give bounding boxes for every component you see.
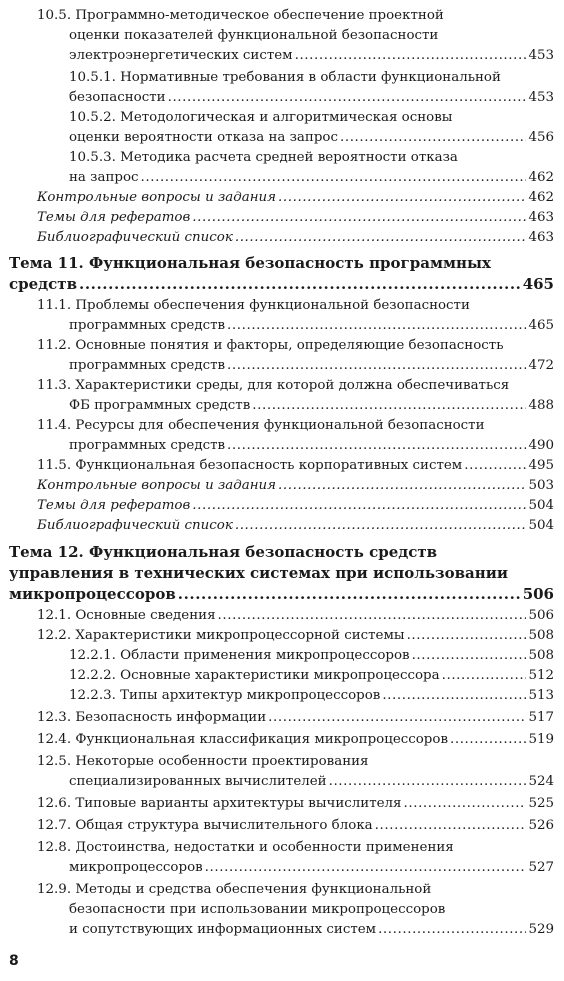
leader-dots	[227, 316, 526, 335]
toc-entry-page: 513	[528, 688, 554, 703]
toc-entry[interactable]	[37, 606, 554, 625]
toc-entry[interactable]	[37, 188, 554, 207]
leader-dots	[464, 456, 526, 475]
toc-entry-title: 12.2.1. Области применения микропроцессоров	[69, 648, 410, 663]
chapter-title: Тема 12. Функциональная безопасность средств	[9, 543, 438, 561]
toc-entry-title: 12.6. Типовые варианты архитектуры вычислителя	[37, 796, 402, 811]
toc-entry-page: 519	[528, 732, 554, 747]
toc-entry[interactable]	[9, 275, 554, 294]
toc-entry-page: 517	[528, 710, 554, 725]
leader-dots	[218, 606, 527, 625]
toc-entry-title: Библиографический список	[37, 518, 233, 533]
toc-line: 11.3. Характеристики среды, для которой должна обеспечиваться	[37, 378, 510, 393]
toc-entry[interactable]	[37, 816, 554, 835]
toc-entry[interactable]	[37, 228, 554, 247]
leader-dots	[329, 772, 527, 791]
toc-entry[interactable]	[69, 128, 554, 147]
leader-dots	[168, 88, 527, 107]
toc-entry-page: 508	[528, 628, 554, 643]
toc-entry[interactable]	[69, 858, 554, 877]
chapter-title: Тема 11. Функциональная безопасность программных	[9, 254, 491, 272]
toc-entry[interactable]	[69, 168, 554, 187]
leader-dots	[378, 920, 526, 939]
toc-entry[interactable]	[69, 396, 554, 415]
toc-entry[interactable]	[37, 730, 554, 749]
leader-dots	[442, 666, 527, 685]
toc-entry-page: 526	[528, 818, 554, 833]
leader-dots	[227, 436, 526, 455]
leader-dots	[205, 858, 527, 877]
toc-entry-page: 512	[528, 668, 554, 683]
toc-entry[interactable]	[37, 208, 554, 227]
toc-entry-title: Темы для рефератов	[37, 498, 191, 513]
toc-entry-title: электроэнергетических систем	[69, 48, 293, 63]
toc-entry-page: 503	[528, 478, 554, 493]
toc-entry[interactable]	[69, 88, 554, 107]
leader-dots	[375, 816, 527, 835]
toc-entry[interactable]	[69, 436, 554, 455]
leader-dots	[141, 168, 527, 187]
toc-entry-page: 462	[528, 190, 554, 205]
toc-line: 11.4. Ресурсы для обеспечения функциональной безопасности	[37, 418, 485, 433]
toc-line: 10.5.2. Методологическая и алгоритмическая основы	[69, 110, 453, 125]
toc-line: безопасности при использовании микропроцессоров	[69, 902, 446, 917]
toc-entry-title: 12.2.2. Основные характеристики микропроцессора	[69, 668, 440, 683]
toc-entry-page: 527	[528, 860, 554, 875]
toc-entry-page: 529	[528, 922, 554, 937]
toc-entry-title: на запрос	[69, 170, 139, 185]
toc-entry-title: программных средств	[69, 438, 226, 453]
toc-entry-page: 490	[528, 438, 554, 453]
toc-entry[interactable]	[69, 646, 554, 665]
toc-line: 12.5. Некоторые особенности проектирования	[37, 754, 369, 769]
toc-entry[interactable]	[69, 772, 554, 791]
toc-entry-title: Темы для рефератов	[37, 210, 191, 225]
toc-entry-page: 456	[528, 130, 554, 145]
toc-entry-page: 453	[528, 90, 554, 105]
toc-entry[interactable]	[69, 920, 554, 939]
toc-entry-title: 12.2.3. Типы архитектур микропроцессоров	[69, 688, 381, 703]
leader-dots	[268, 708, 526, 727]
toc-entry-title: средств	[9, 275, 78, 293]
leader-dots	[252, 396, 526, 415]
toc-entry-title: 12.4. Функциональная классификация микропроцессоров	[37, 732, 448, 747]
toc-entry-title: оценки вероятности отказа на запрос	[69, 130, 338, 145]
toc-line: 12.8. Достоинства, недостатки и особенности применения	[37, 840, 454, 855]
leader-dots	[235, 228, 527, 247]
toc-line: 12.9. Методы и средства обеспечения функциональной	[37, 882, 432, 897]
toc-entry[interactable]	[37, 626, 554, 645]
page-number: 8	[9, 953, 19, 969]
toc-entry[interactable]	[37, 708, 554, 727]
toc-entry-page: 508	[528, 648, 554, 663]
toc-entry-page: 463	[528, 230, 554, 245]
toc-entry[interactable]	[9, 585, 554, 604]
toc-entry[interactable]	[37, 516, 554, 535]
toc-entry-title: ФБ программных средств	[69, 398, 251, 413]
toc-entry-title: программных средств	[69, 318, 226, 333]
leader-dots	[79, 275, 521, 294]
toc-entry-title: Контрольные вопросы и задания	[37, 478, 277, 493]
toc-entry[interactable]	[69, 666, 554, 685]
toc-entry[interactable]	[69, 356, 554, 375]
toc-entry-title: микропроцессоров	[69, 860, 203, 875]
leader-dots	[227, 356, 526, 375]
leader-dots	[192, 496, 526, 515]
leader-dots	[382, 686, 526, 705]
toc-entry-title: 12.1. Основные сведения	[37, 608, 216, 623]
toc-line: 10.5.1. Нормативные требования в области функциональной	[69, 70, 501, 85]
leader-dots	[235, 516, 527, 535]
toc-line: 10.5.3. Методика расчета средней вероятности отказа	[69, 150, 458, 165]
leader-dots	[178, 585, 521, 604]
leader-dots	[407, 626, 527, 645]
toc-entry[interactable]	[37, 456, 554, 475]
toc-entry[interactable]	[69, 46, 554, 65]
toc-entry-page: 525	[528, 796, 554, 811]
toc-entry-page: 472	[528, 358, 554, 373]
toc-entry[interactable]	[37, 496, 554, 515]
toc-entry-page: 465	[528, 318, 554, 333]
leader-dots	[412, 646, 527, 665]
toc-entry-page: 504	[528, 518, 554, 533]
leader-dots	[192, 208, 526, 227]
toc-entry-page: 506	[528, 608, 554, 623]
leader-dots	[340, 128, 526, 147]
toc-line: 11.1. Проблемы обеспечения функциональной безопасности	[37, 298, 470, 313]
toc-entry-page: 524	[528, 774, 554, 789]
toc-entry[interactable]	[69, 316, 554, 335]
toc-entry-title: 11.5. Функциональная безопасность корпоративных систем	[37, 458, 463, 473]
toc-entry[interactable]	[37, 476, 554, 495]
toc-entry-title: и сопутствующих информационных систем	[69, 922, 377, 937]
toc-entry-page: 506	[522, 585, 554, 603]
toc-entry-title: программных средств	[69, 358, 226, 373]
toc-entry-title: 12.2. Характеристики микропроцессорной системы	[37, 628, 405, 643]
toc-entry-page: 504	[528, 498, 554, 513]
toc-line: оценки показателей функциональной безопасности	[69, 28, 439, 43]
leader-dots	[450, 730, 526, 749]
toc-entry-title: 12.3. Безопасность информации	[37, 710, 267, 725]
toc-entry[interactable]	[37, 794, 554, 813]
toc-entry-page: 465	[522, 275, 554, 293]
toc-entry-page: 495	[528, 458, 554, 473]
toc-entry-title: Контрольные вопросы и задания	[37, 190, 277, 205]
leader-dots	[404, 794, 527, 813]
leader-dots	[278, 476, 526, 495]
toc-entry-page: 463	[528, 210, 554, 225]
toc-entry-title: 12.7. Общая структура вычислительного блока	[37, 818, 373, 833]
toc-entry-title: микропроцессоров	[9, 585, 176, 603]
toc-entry-title: специализированных вычислителей	[69, 774, 327, 789]
toc-line: 11.2. Основные понятия и факторы, определяющие безопасность	[37, 338, 504, 353]
toc-entry-page: 462	[528, 170, 554, 185]
toc-entry-page: 453	[528, 48, 554, 63]
toc-entry-page: 488	[528, 398, 554, 413]
toc-entry-title: безопасности	[69, 90, 166, 105]
leader-dots	[295, 46, 527, 65]
leader-dots	[278, 188, 526, 207]
toc-line: 10.5. Программно-методическое обеспечение проектной	[37, 8, 444, 23]
chapter-title: управления в технических системах при использовании	[9, 564, 508, 582]
toc-entry[interactable]	[69, 686, 554, 705]
toc-entry-title: Библиографический список	[37, 230, 233, 245]
